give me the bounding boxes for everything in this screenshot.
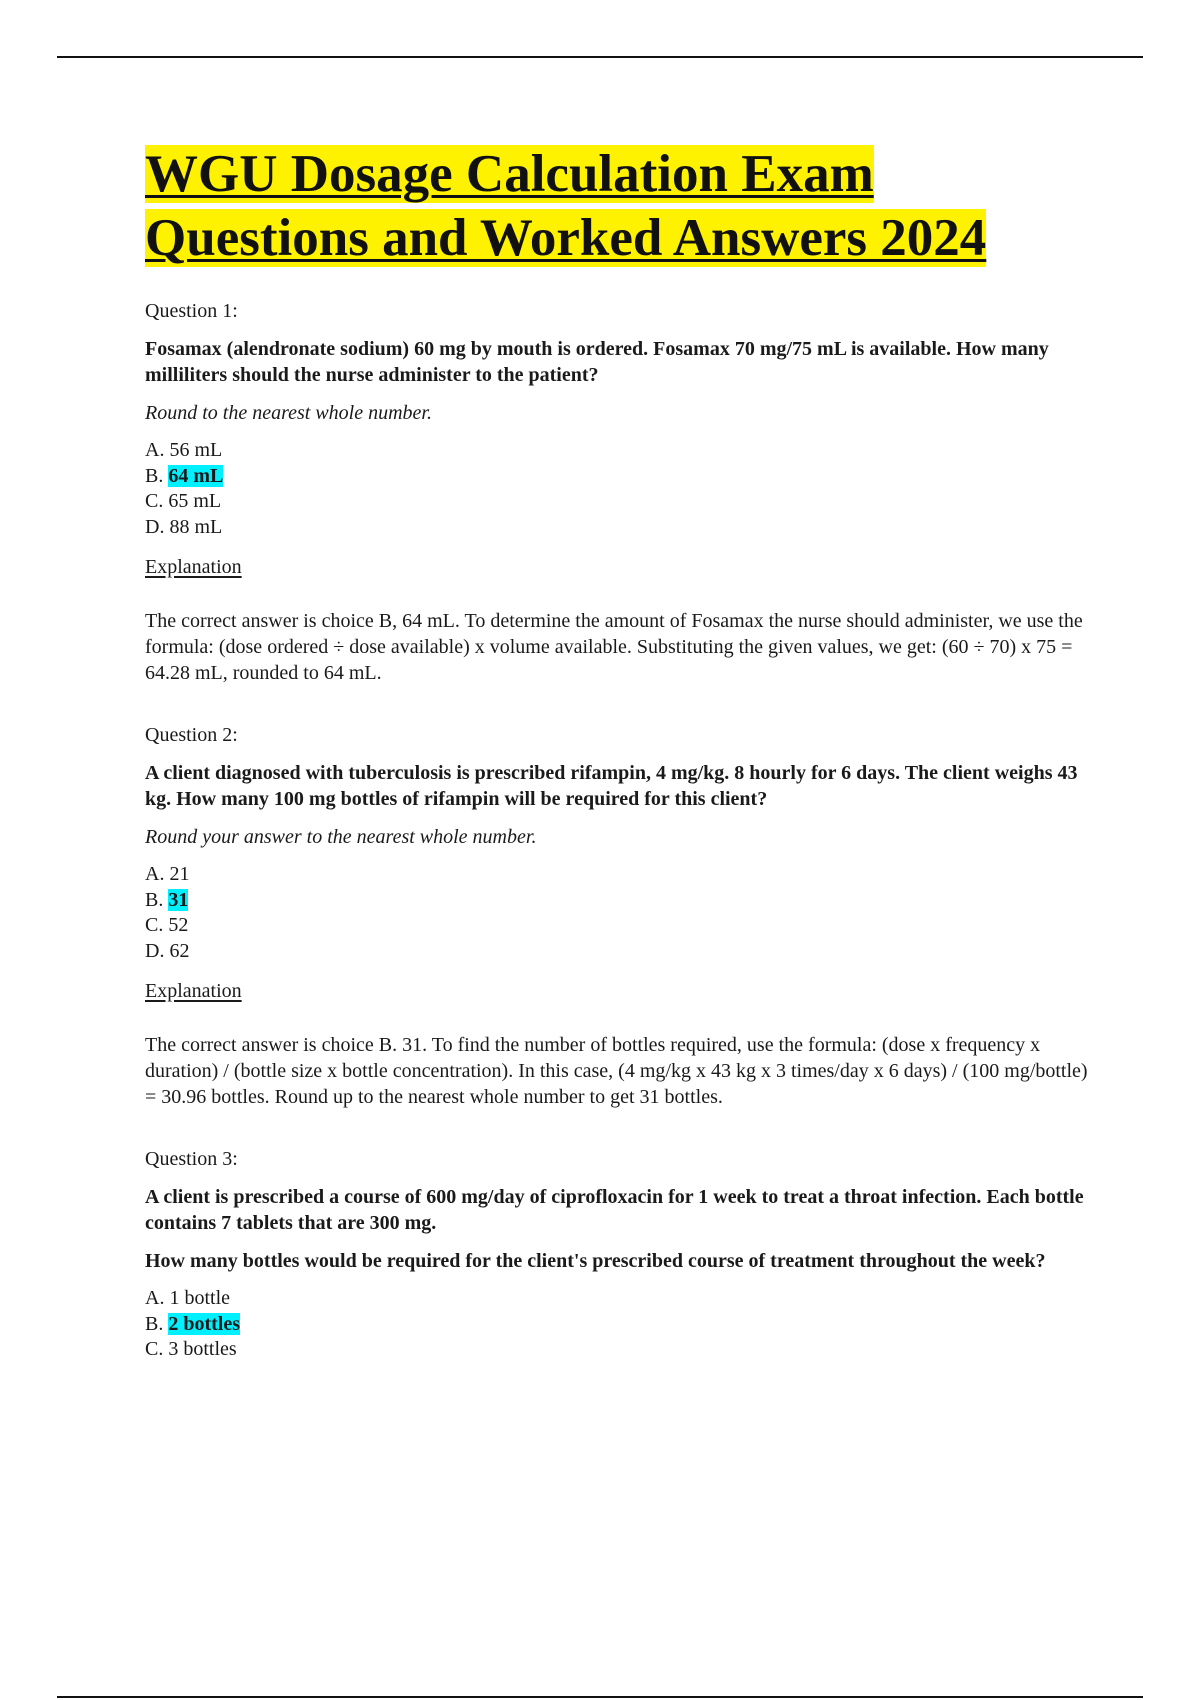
option-value: 65 mL — [168, 490, 222, 512]
correct-answer-highlight: 2 bottles — [168, 1312, 241, 1335]
document-body — [145, 142, 1095, 1377]
answer-options — [145, 862, 1095, 964]
question-text: Fosamax (alendronate sodium) 60 mg by mouth is ordered. Fosamax 70 mg/75 mL is available. How many milliliters should the nurse administer to the patient? — [145, 338, 1049, 386]
option-b — [145, 888, 1095, 914]
option-prefix: C. — [145, 490, 169, 512]
option-prefix: B. — [145, 464, 169, 487]
option-value: 3 bottles — [168, 1338, 237, 1360]
question-label: Question 2: — [145, 724, 238, 746]
option-a — [145, 862, 1095, 888]
explanation-heading: Explanation — [145, 980, 242, 1002]
option-a — [145, 438, 1095, 464]
option-prefix: C. — [145, 1338, 169, 1360]
option-value: 52 — [168, 914, 189, 936]
title-line-1: WGU Dosage Calculation Exam — [145, 145, 874, 203]
option-prefix: A. — [145, 439, 170, 461]
option-prefix: B. — [145, 888, 169, 911]
top-rule — [57, 56, 1143, 58]
bottom-rule — [57, 1696, 1143, 1698]
question-label: Question 1: — [145, 300, 238, 322]
option-value: 88 mL — [169, 515, 223, 538]
option-d — [145, 515, 1095, 541]
question-label: Question 3: — [145, 1148, 238, 1170]
question-1 — [145, 298, 1095, 686]
correct-answer-highlight: 31 — [168, 888, 189, 911]
title-line-2: Questions and Worked Answers 2024 — [145, 209, 987, 267]
rounding-note: Round to the nearest whole number. — [145, 402, 433, 424]
option-prefix: D. — [145, 939, 170, 962]
question-2 — [145, 722, 1095, 1110]
question-subtext: How many bottles would be required for the client's prescribed course of treatment throughout the week? — [145, 1250, 1046, 1272]
option-a — [145, 1286, 1095, 1312]
option-prefix: A. — [145, 863, 170, 885]
explanation-heading: Explanation — [145, 556, 242, 578]
question-text: A client diagnosed with tuberculosis is prescribed rifampin, 4 mg/kg. 8 hourly for 6 days. The client weighs 43 kg. How many 100 mg bottles of rifampin will be required for this client? — [145, 762, 1078, 810]
option-prefix: C. — [145, 914, 169, 936]
option-c — [145, 1337, 1095, 1363]
question-text: A client is prescribed a course of 600 mg/day of ciprofloxacin for 1 week to treat a throat infection. Each bottle contains 7 tablets that are 300 mg. — [145, 1186, 1084, 1234]
rounding-note: Round your answer to the nearest whole number. — [145, 826, 537, 848]
option-b — [145, 1312, 1095, 1338]
option-prefix: B. — [145, 1312, 169, 1335]
option-c — [145, 489, 1095, 515]
option-prefix: D. — [145, 515, 170, 538]
explanation-text: The correct answer is choice B, 64 mL. To determine the amount of Fosamax the nurse should administer, we use the formula: (dose ordered ÷ dose available) x volume available. Substituting the given values, we get: (60 ÷ 70) x 75 = 64.28 mL, rounded to 64 mL. — [145, 610, 1083, 684]
option-value: 62 — [169, 939, 190, 962]
question-3 — [145, 1146, 1095, 1363]
option-value: 21 — [169, 863, 190, 885]
option-value: 56 mL — [169, 439, 223, 461]
option-prefix: A. — [145, 1287, 170, 1309]
option-c — [145, 913, 1095, 939]
answer-options — [145, 438, 1095, 540]
option-b — [145, 464, 1095, 490]
answer-options — [145, 1286, 1095, 1363]
correct-answer-highlight: 64 mL — [168, 464, 224, 487]
option-value: 1 bottle — [169, 1287, 230, 1309]
option-d — [145, 939, 1095, 965]
document-title — [145, 142, 1095, 270]
explanation-text: The correct answer is choice B. 31. To find the number of bottles required, use the formula: (dose x frequency x duration) / (bottle size x bottle concentration). In this case, (4 mg/kg x 43 kg x 3 times/day x 6 days) / (100 mg/bottle) = 30.96 bottles. Round up to the nearest whole number to get 31 bottles. — [145, 1034, 1088, 1108]
